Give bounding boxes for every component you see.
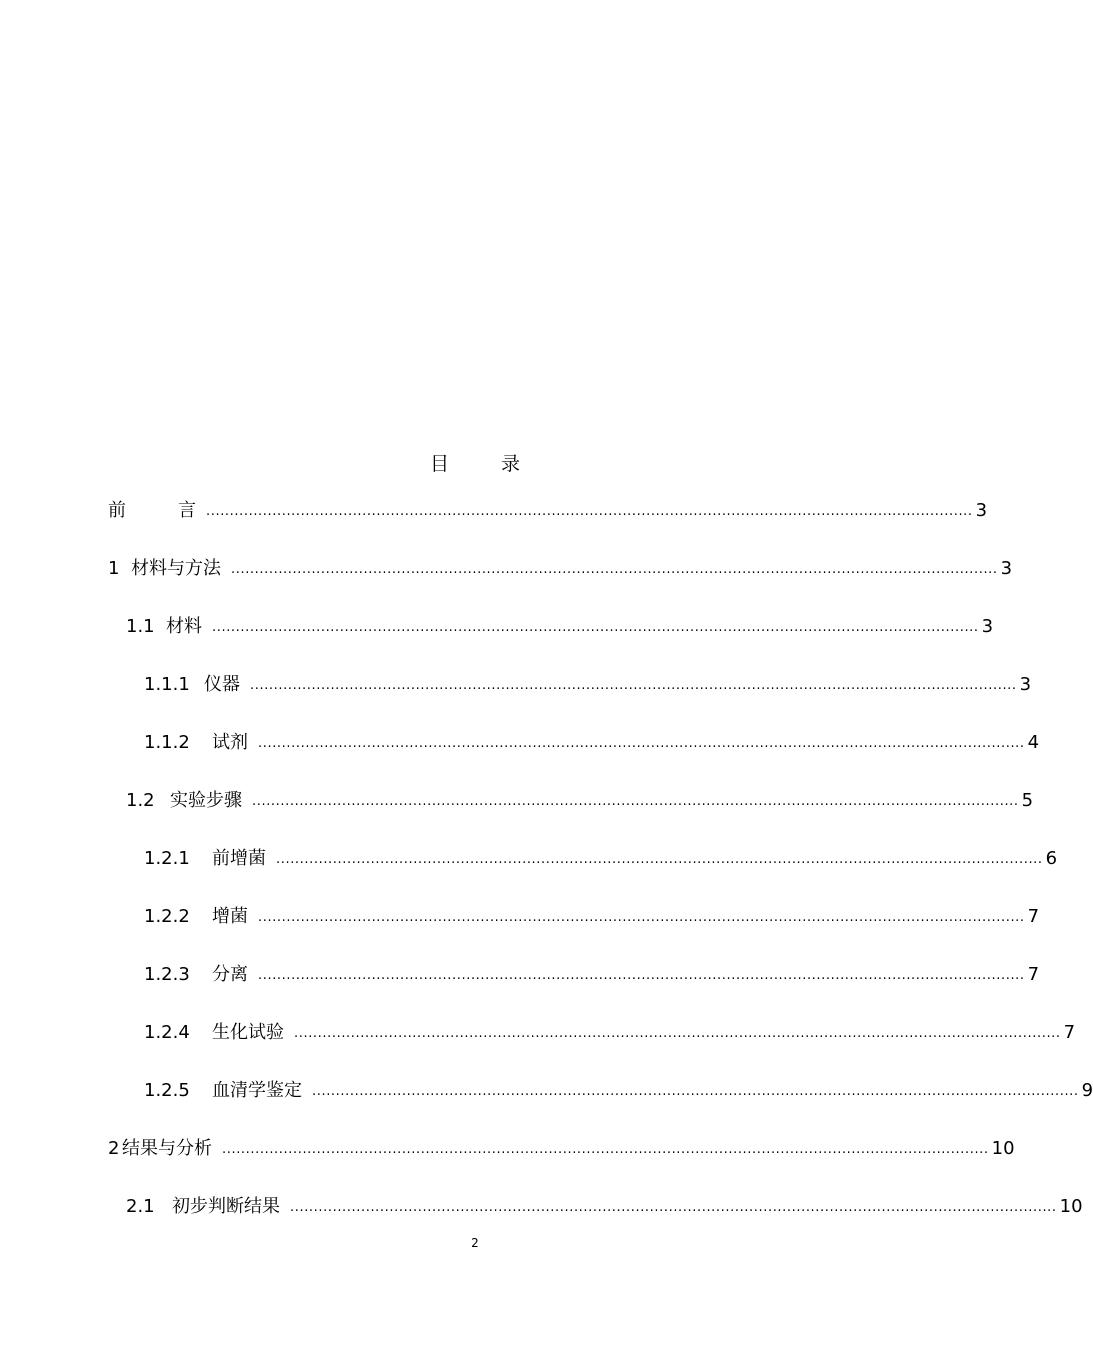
toc-entry-page: 7 [1027, 906, 1040, 927]
toc-entry-number: 1.2.3 [144, 964, 190, 985]
toc-entry-title: 增菌 [212, 906, 248, 927]
toc-leader-dots: .................................................................................................................................................................. [294, 1026, 1061, 1041]
toc-leader-dots: .................................................................................................................................................................. [258, 910, 1025, 925]
toc-entry-2[interactable] [108, 1136, 1015, 1162]
toc-entry-title: 仪器 [204, 674, 240, 695]
toc-entry-1-1-2[interactable] [144, 730, 1040, 756]
toc-entry-1-2-3[interactable] [144, 962, 1040, 988]
toc-entry-title: 生化试验 [212, 1022, 284, 1043]
toc-entry-1-1[interactable] [126, 614, 994, 640]
toc-leader-dots: .................................................................................................................................................................. [290, 1200, 1057, 1215]
toc-entry-title: 材料与方法 [131, 558, 221, 579]
toc-entry-page: 5 [1021, 790, 1034, 811]
toc-entry-number: 1.2 [126, 790, 155, 811]
toc-leader-dots: .................................................................................................................................................................. [258, 736, 1025, 751]
toc-leader-dots: .................................................................................................................................................................. [231, 562, 998, 577]
toc-entry-number: 1.2.5 [144, 1080, 190, 1101]
toc-entry-preface[interactable] [108, 498, 988, 524]
toc-entry-number: 1 [108, 558, 120, 579]
page-number: 2 [471, 1236, 479, 1250]
toc-entry-page: 3 [975, 500, 988, 521]
toc-entry-number: 1.2.1 [144, 848, 190, 869]
toc-entry-page: 10 [991, 1138, 1015, 1159]
toc-leader-dots: .................................................................................................................................................................. [312, 1084, 1079, 1099]
toc-entry-title: 分离 [212, 964, 248, 985]
toc-heading-right: 录 [501, 453, 521, 475]
toc-entry-1-2-1[interactable] [144, 846, 1058, 872]
toc-entry-title: 言 [178, 500, 196, 521]
toc-entry-number: 1.1 [126, 616, 155, 637]
toc-entry-title: 实验步骤 [170, 790, 242, 811]
toc-entry-page: 10 [1059, 1196, 1083, 1217]
toc-entry-1-2-5[interactable] [144, 1078, 1093, 1104]
toc-entry-number: 1.2.4 [144, 1022, 190, 1043]
toc-entry-1-2-2[interactable] [144, 904, 1040, 930]
toc-entry-1-2-4[interactable] [144, 1020, 1076, 1046]
toc-entry-number: 1.2.2 [144, 906, 190, 927]
toc-entry-page: 3 [981, 616, 994, 637]
toc-entry-number: 前 [108, 500, 126, 521]
toc-leader-dots: .................................................................................................................................................................. [206, 504, 973, 519]
toc-entry-page: 7 [1027, 964, 1040, 985]
toc-heading-left: 目 [429, 453, 449, 475]
toc-leader-dots: .................................................................................................................................................................. [212, 620, 979, 635]
toc-entry-title: 材料 [166, 616, 202, 637]
toc-entry-1[interactable] [108, 556, 1013, 582]
toc-entry-title: 血清学鉴定 [212, 1080, 302, 1101]
toc-entry-2-1[interactable] [126, 1194, 1083, 1220]
toc-entry-number: 1.1.1 [144, 674, 190, 695]
toc-entry-number: 2 [108, 1138, 120, 1159]
toc-entry-page: 6 [1045, 848, 1058, 869]
toc-entry-page: 4 [1027, 732, 1040, 753]
toc-entry-page: 7 [1063, 1022, 1076, 1043]
toc-entry-1-2[interactable] [126, 788, 1034, 814]
toc-entry-title: 结果与分析 [122, 1138, 212, 1159]
toc-leader-dots: .................................................................................................................................................................. [222, 1142, 989, 1157]
toc-entry-page: 3 [1019, 674, 1032, 695]
toc-leader-dots: .................................................................................................................................................................. [258, 968, 1025, 983]
toc-leader-dots: .................................................................................................................................................................. [250, 678, 1017, 693]
toc-entry-title: 前增菌 [212, 848, 266, 869]
toc-entry-title: 初步判断结果 [172, 1196, 280, 1217]
toc-entry-page: 3 [1000, 558, 1013, 579]
toc-leader-dots: .................................................................................................................................................................. [276, 852, 1043, 867]
toc-entry-number: 2.1 [126, 1196, 155, 1217]
toc-heading [0, 449, 950, 476]
toc-entry-page: 9 [1081, 1080, 1093, 1101]
toc-entry-1-1-1[interactable] [144, 672, 1032, 698]
toc-entry-number: 1.1.2 [144, 732, 190, 753]
toc-entry-title: 试剂 [212, 732, 248, 753]
toc-leader-dots: .................................................................................................................................................................. [252, 794, 1019, 809]
